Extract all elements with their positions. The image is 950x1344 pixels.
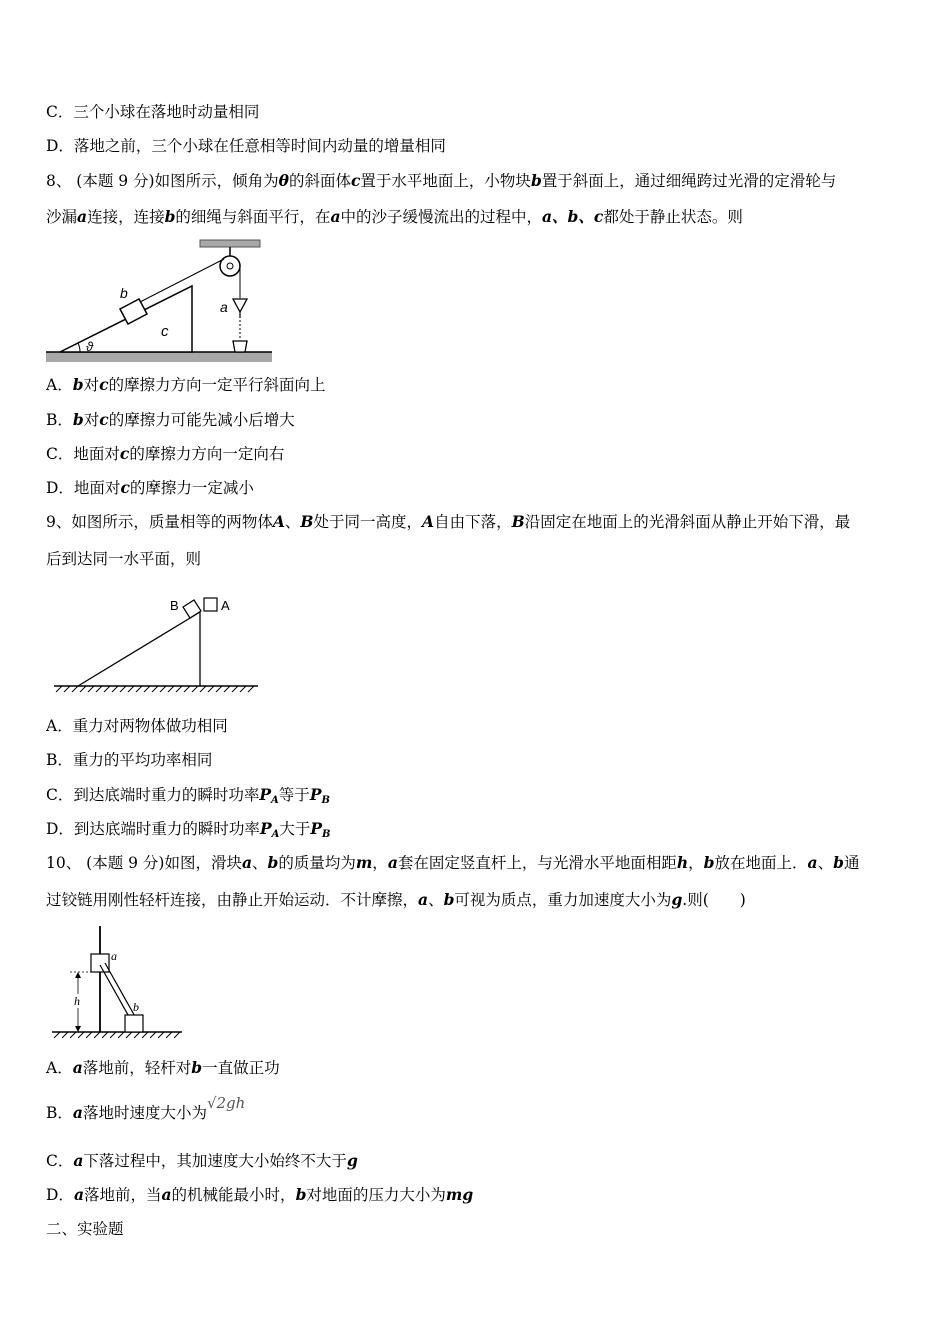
q8-label-c: c (161, 323, 169, 340)
q8-option-b: B．b对c的摩擦力可能先减小后增大 (46, 410, 295, 429)
q9-stem-line-2: 后到达同一水平面，则 (46, 550, 202, 568)
q10-label-b: b (133, 1000, 139, 1014)
q9-label-b: B (170, 598, 179, 613)
q10-label-a: a (111, 949, 117, 963)
q8-stem-line-1: 8、 (本题 9 分)如图所示，倾角为θ的斜面体c置于水平地面上，小物块b置于斜面上，通过细绳跨过光滑的定滑轮与 (46, 171, 837, 190)
q10-stem-line-2: 过铰链用刚性轻杆连接，由静止开始运动．不计摩擦，a、b可视为质点，重力加速度大小为g.则( ) (46, 890, 746, 909)
q8-label-a: a (220, 299, 228, 315)
q10-option-b: B．a落地时速度大小为√2gh (46, 1094, 246, 1122)
q8-stem-line-2: 沙漏a连接，连接b的细绳与斜面平行，在a中的沙子缓慢流出的过程中，a、b、c都处于静止状态。则 (46, 207, 743, 226)
q8-option-c: C．地面对c的摩擦力方向一定向右 (46, 444, 285, 463)
q8-option-a: A．b对c的摩擦力方向一定平行斜面向上 (46, 375, 326, 394)
q9-option-b: B．重力的平均功率相同 (46, 751, 213, 769)
q10-label-h: h (74, 994, 80, 1008)
q10-option-c: C．a下落过程中，其加速度大小始终不大于g (46, 1151, 358, 1170)
q10-option-a: A．a落地前，轻杆对b一直做正功 (46, 1058, 280, 1077)
q9-label-a: A (221, 598, 230, 613)
q9-stem-line-1: 9、如图所示，质量相等的两物体A、B处于同一高度，A自由下落，B沿固定在地面上的光滑斜面从静止开始下滑，最 (46, 512, 851, 531)
q7-option-c: C．三个小球在落地时动量相同 (46, 103, 260, 121)
q8-figure (44, 236, 276, 366)
q10-stem-line-1: 10、 (本题 9 分)如图，滑块a、b的质量均为m，a套在固定竖直杆上，与光滑水平地面相距h，b放在地面上．a、b通 (46, 853, 860, 872)
q10-figure (48, 922, 188, 1042)
q8-label-b: b (120, 285, 128, 301)
q10-option-d: D．a落地前，当a的机械能最小时，b对地面的压力大小为mg (46, 1185, 474, 1204)
section-heading-experiment: 二、实验题 (46, 1220, 124, 1238)
q8-label-theta: ϑ (86, 339, 94, 354)
q9-option-a: A．重力对两物体做功相同 (46, 717, 228, 735)
q7-option-d: D．落地之前，三个小球在任意相等时间内动量的增量相同 (46, 137, 446, 155)
q9-figure (50, 590, 262, 695)
q9-option-d: D．到达底端时重力的瞬时功率$P_A$大于$P_B$ (46, 819, 331, 840)
q9-option-c: C．到达底端时重力的瞬时功率$P_A$等于$P_B$ (46, 785, 330, 806)
q8-option-d: D．地面对c的摩擦力一定减小 (46, 478, 254, 497)
q10-sqrt-formula: √2gh (206, 1094, 246, 1112)
